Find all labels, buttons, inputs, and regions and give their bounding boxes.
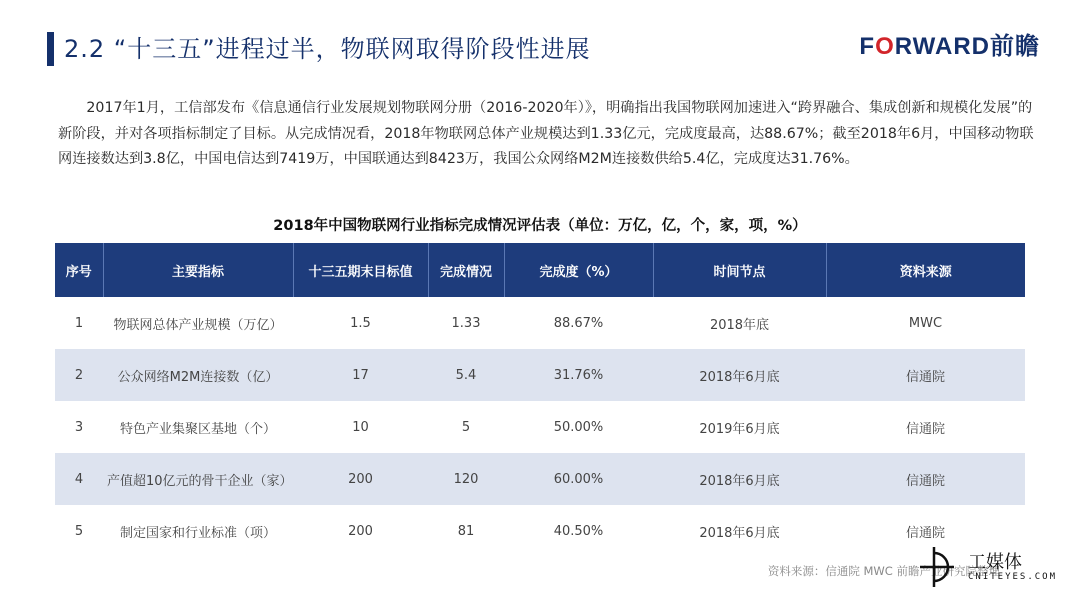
cell-source: 信通院 xyxy=(826,505,1025,557)
cell-target: 1.5 xyxy=(293,297,428,349)
cell-indicator: 制定国家和行业标准（项） xyxy=(103,505,293,557)
cell-target: 200 xyxy=(293,505,428,557)
cell-indicator: 特色产业集聚区基地（个） xyxy=(103,401,293,453)
col-header-target: 十三五期末目标值 xyxy=(293,243,428,297)
cell-source: MWC xyxy=(826,297,1025,349)
table-row xyxy=(55,401,1025,453)
cell-target: 17 xyxy=(293,349,428,401)
cell-source: 信通院 xyxy=(826,349,1025,401)
col-header-index: 序号 xyxy=(55,243,103,297)
cell-index: 2 xyxy=(55,349,103,401)
cell-completion: 60.00% xyxy=(504,453,653,505)
page-title: 2.2 “十三五”进程过半，物联网取得阶段性进展 xyxy=(64,35,591,63)
cell-actual: 81 xyxy=(428,505,504,557)
cell-time: 2018年6月底 xyxy=(653,349,826,401)
cell-actual: 5.4 xyxy=(428,349,504,401)
table-row xyxy=(55,349,1025,401)
logo-text-post: RWARD前瞻 xyxy=(894,33,1040,60)
logo-text-pre: F xyxy=(859,33,876,60)
cell-index: 1 xyxy=(55,297,103,349)
cell-time: 2019年6月底 xyxy=(653,401,826,453)
cell-actual: 5 xyxy=(428,401,504,453)
table-row xyxy=(55,297,1025,349)
source-note: 资料来源：信通院 MWC 前瞻产业研究院整理 xyxy=(767,564,1000,578)
cell-indicator: 公众网络M2M连接数（亿） xyxy=(103,349,293,401)
forward-logo xyxy=(859,32,1040,62)
cniteyes-logo-icon xyxy=(920,545,956,589)
cell-actual: 1.33 xyxy=(428,297,504,349)
cell-target: 10 xyxy=(293,401,428,453)
table-row xyxy=(55,453,1025,505)
cell-time: 2018年6月底 xyxy=(653,453,826,505)
cell-completion: 31.76% xyxy=(504,349,653,401)
cell-actual: 120 xyxy=(428,453,504,505)
cell-completion: 88.67% xyxy=(504,297,653,349)
col-header-source: 资料来源 xyxy=(826,243,1025,297)
cell-completion: 40.50% xyxy=(504,505,653,557)
col-header-time: 时间节点 xyxy=(653,243,826,297)
col-header-completion: 完成度（%） xyxy=(504,243,653,297)
cell-index: 4 xyxy=(55,453,103,505)
cell-completion: 50.00% xyxy=(504,401,653,453)
cell-index: 3 xyxy=(55,401,103,453)
intro-paragraph: 2017年1月，工信部发布《信息通信行业发展规划物联网分册（2016-2020年）》，明确指出我国物联网加速进入“跨界融合、集成创新和规模化发展”的新阶段，并对各项指标制定了目标。从完成情况看，2018年物联网总体产业规模达到1.33亿元，完成度最高，达88.67%；截至2018年6月，中国移动物联网连接数达到3.8亿，中国电信达到7419万，中国联通达到8423万，我国公众网络M2M连接数供给5.4亿，完成度达31.76%。 xyxy=(58,100,1034,167)
logo-text-o: O xyxy=(875,33,895,60)
cell-indicator: 产值超10亿元的骨干企业（家） xyxy=(103,453,293,505)
media-name: 工媒体 xyxy=(968,552,1022,573)
col-header-actual: 完成情况 xyxy=(428,243,504,297)
table-row xyxy=(55,505,1025,557)
table-header-row xyxy=(55,243,1025,297)
cell-target: 200 xyxy=(293,453,428,505)
cell-indicator: 物联网总体产业规模（万亿） xyxy=(103,297,293,349)
cell-index: 5 xyxy=(55,505,103,557)
cell-source: 信通院 xyxy=(826,401,1025,453)
title-accent-bar xyxy=(47,32,54,66)
cell-time: 2018年底 xyxy=(653,297,826,349)
indicator-table xyxy=(55,243,1025,557)
media-site: CNITEYES.COM xyxy=(968,572,1058,582)
col-header-indicator: 主要指标 xyxy=(103,243,293,297)
cell-source: 信通院 xyxy=(826,453,1025,505)
table-title: 2018年中国物联网行业指标完成情况评估表（单位：万亿，亿，个，家，项，%） xyxy=(273,218,807,234)
cell-time: 2018年6月底 xyxy=(653,505,826,557)
media-watermark xyxy=(920,545,1070,590)
